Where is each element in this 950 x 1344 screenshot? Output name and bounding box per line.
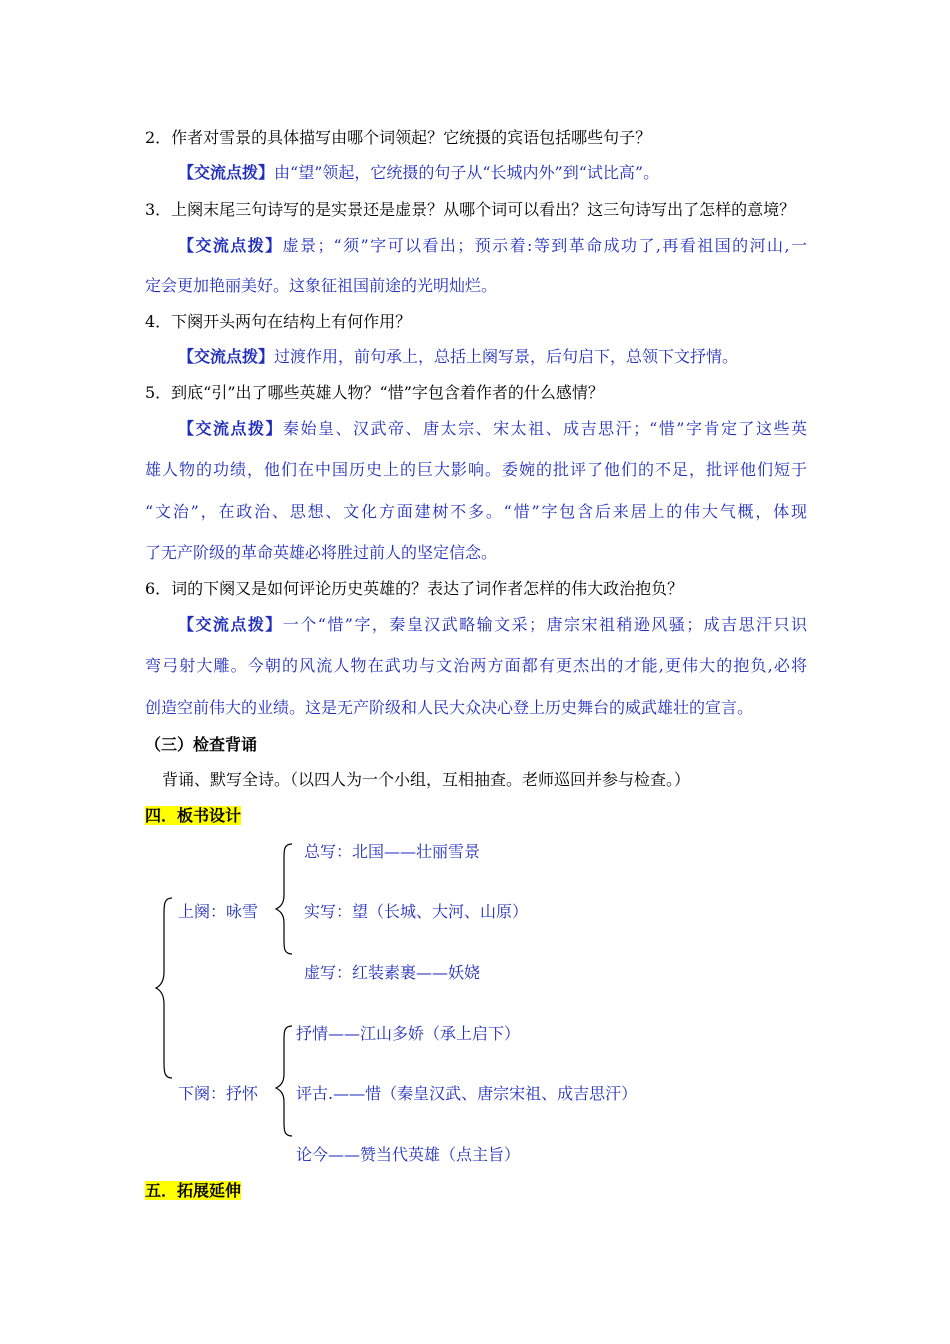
board-lower-item-2: 评古.——惜（秦皇汉武、唐宗宋祖、成吉思汗） [296, 1084, 638, 1103]
board-upper-item-2: 实写：望（长城、大河、山原） [304, 902, 529, 921]
answer-3-line-2: 定会更加艳丽美好。这象征祖国前途的光明灿烂。 [145, 276, 498, 295]
upper-brace [276, 844, 292, 954]
answer-4-line-1: 【交流点拨】过渡作用，前句承上，总括上阕写景，后句启下，总领下文抒情。 [178, 347, 739, 366]
lower-brace [276, 1026, 292, 1136]
board-lower-label: 下阕：抒怀 [178, 1084, 259, 1103]
answer-5-line-2: 雄人物的功绩，他们在中国历史上的巨大影响。委婉的批评了他们的不足，批评他们短于 [145, 460, 807, 479]
question-2: 2．作者对雪景的具体描写由哪个词领起？它统摄的宾语包括哪些句子？ [145, 128, 652, 147]
answer-3-line-1: 【交流点拨】虚景；“须”字可以看出；预示着:等到革命成功了,再看祖国的河山,一 [178, 236, 807, 255]
section-title-recite: （三）检查背诵 [145, 735, 258, 754]
answer-tag: 【交流点拨】 [178, 347, 275, 366]
board-upper-label: 上阕：咏雪 [178, 902, 259, 921]
answer-tag: 【交流点拨】 [178, 615, 283, 634]
section-body-recite: 背诵、默写全诗。（以四人为一个小组，互相抽查。老师巡回并参与检查。） [162, 770, 691, 789]
question-5: 5．到底“引”出了哪些英雄人物？“惜”字包含着作者的什么感情？ [145, 383, 604, 402]
answer-6-line-1: 【交流点拨】一个“惜”字，秦皇汉武略输文采；唐宗宋祖稍逊风骚；成吉思汗只识 [178, 615, 807, 634]
board-lower-item-3: 论今——赞当代英雄（点主旨） [296, 1145, 521, 1164]
answer-6-line-3: 创造空前伟大的业绩。这是无产阶级和人民大众决心登上历史舞台的威武雄壮的宣言。 [145, 698, 754, 717]
answer-tag: 【交流点拨】 [178, 236, 283, 255]
answer-5-line-1: 【交流点拨】秦始皇、汉武帝、唐太宗、宋太祖、成吉思汗；“惜”字肯定了这些英 [178, 419, 807, 438]
question-6: 6．词的下阕又是如何评论历史英雄的？表达了词作者怎样的伟大政治抱负？ [145, 579, 684, 598]
board-upper-item-3: 虚写：红装素裹——妖娆 [304, 963, 481, 982]
answer-tag: 【交流点拨】 [178, 163, 275, 182]
answer-6-line-2: 弯弓射大雕。今朝的风流人物在武功与文治两方面都有更杰出的才能,更伟大的抱负,必将 [145, 656, 807, 675]
section-title-extension: 五．拓展延伸 [145, 1181, 242, 1200]
board-lower-item-1: 抒情——江山多娇（承上启下） [296, 1024, 521, 1043]
section-title-board: 四．板书设计 [145, 806, 242, 825]
board-upper-item-1: 总写：北国——壮丽雪景 [304, 842, 481, 861]
answer-tag: 【交流点拨】 [178, 419, 284, 438]
answer-5-line-3: “文治”，在政治、思想、文化方面建树不多。“惜”字包含后来居上的伟大气概，体现 [145, 502, 807, 521]
question-3: 3．上阕末尾三句诗写的是实景还是虚景？从哪个词可以看出？这三句诗写出了怎样的意境？ [145, 200, 796, 219]
question-4: 4．下阕开头两句在结构上有何作用？ [145, 312, 412, 331]
outer-brace [156, 898, 172, 1078]
answer-2-line-1: 【交流点拨】由“望”领起，它统摄的句子从“长城内外”到“试比高”。 [178, 163, 660, 182]
answer-5-line-4: 了无产阶级的革命英雄必将胜过前人的坚定信念。 [145, 543, 498, 562]
